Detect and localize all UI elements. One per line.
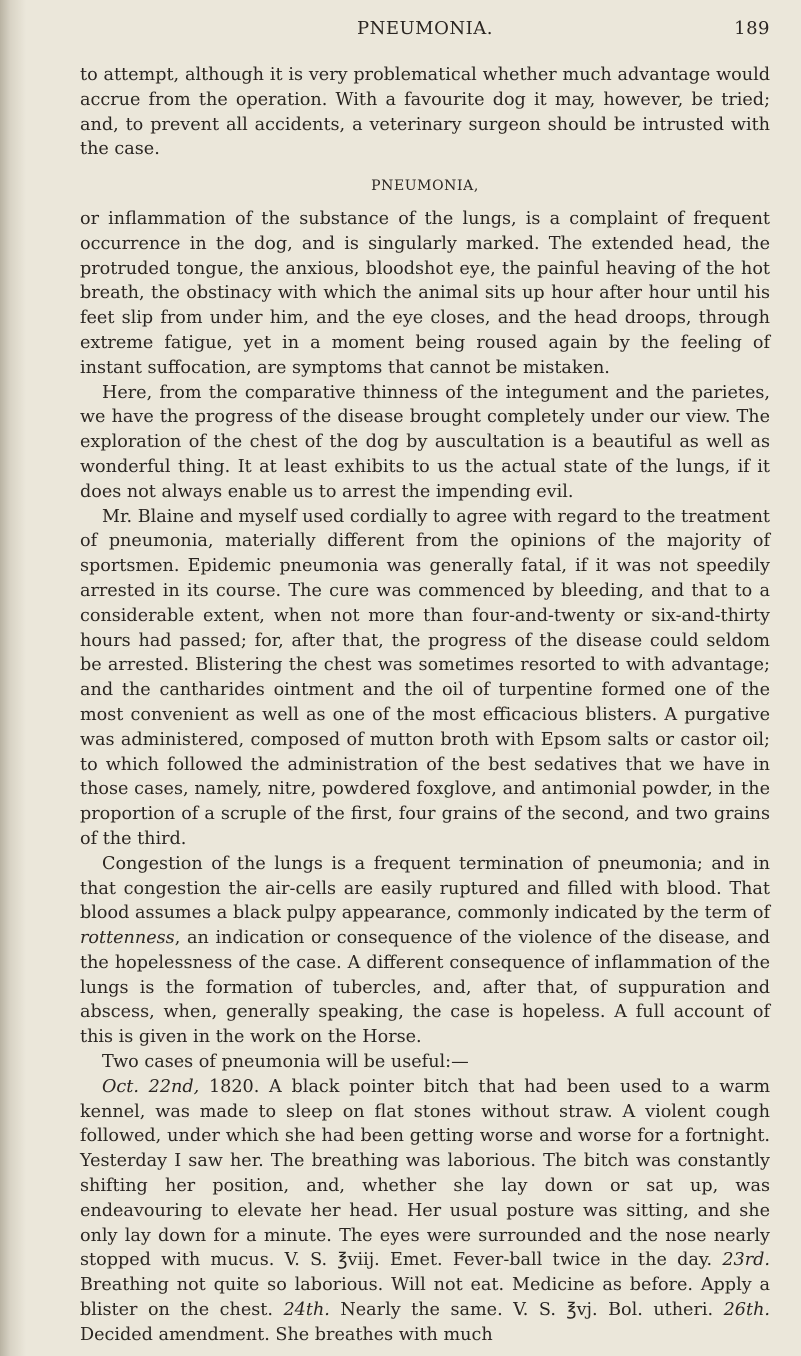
case-text: 1820. A black pointer bitch that had been used to a warm kennel, was made to sleep on flat stones without straw. A violent cough followed, under which she had been getting worse and worse for a fortnight. Yesterday I saw her. The breathing was laborious. The bitch was constantly shifting her position, and, whether she lay down or sat up, was endeavouring to elevate her head. Her usual posture was sitting, and she only lay down for a minute. The eyes were surrounded and the nose nearly stopped with mucus. V. S. ℥viij. Emet. Fever-ball twice in the day. bbox=[80, 1076, 771, 1271]
case-date: Oct. 22nd, bbox=[102, 1076, 200, 1097]
paragraph-continuation: to attempt, although it is very problematical whether much advantage would accrue from the operation. With a favourite dog it may, however, be tried; and, to prevent all accidents, a veterinary surgeon should be intrusted with the case. bbox=[80, 65, 770, 160]
paragraph-treatment: Mr. Blaine and myself used cordially to agree with regard to the treatment of pneumonia, materially different from the opinions of the majority of sportsmen. Epidemic pneumonia was generally fatal, if it was not speedily arrested in its course. The cure was commenced by bleeding, and that to a considerable extent, when not more than four-and-twenty or six-and-thirty hours had passed; for, after that, the progress of the disease could seldom be arrested. Blistering the chest was sometimes resorted to with advantage; and the cantharides ointment and the oil of turpentine formed one of the most convenient as well as one of the most efficacious blisters. A purgative was administered, composed of mutton broth with Epsom salts or castor oil; to which followed the administration of the best sedatives that we have in those cases, namely, nitre, powdered foxglove, and antimonial powder, in the proportion of a scruple of the first, four grains of the second, and two grains of the third. bbox=[80, 506, 770, 849]
page-number: 189 bbox=[734, 18, 770, 39]
congestion-term: rottenness bbox=[80, 928, 175, 949]
paragraph-pneumonia-definition: or inflammation of the substance of the lungs, is a complaint of frequent occurrence in the dog, and is singularly marked. The extended head, the protruded tongue, the anxious, bloodshot eye, the painful heaving of the hot breath, the obstinacy with which the animal sits up hour after hour until his feet slip from under him, and the eye closes, and the head droops, through extreme fatigue, yet in a moment being roused again by the feeling of instant suffocation, are symptoms that cannot be mistaken. bbox=[80, 208, 770, 378]
body-text bbox=[80, 63, 770, 1348]
case-date: 24th. bbox=[283, 1300, 330, 1321]
section-heading: PNEUMONIA, bbox=[371, 178, 479, 195]
paragraph-case-one bbox=[80, 1075, 770, 1348]
page-header bbox=[80, 18, 770, 48]
paragraph-auscultation: Here, from the comparative thinness of the integument and the parietes, we have the progress of the disease brought completely under our view. The exploration of the chest of the dog by auscultation is a beautiful as well as wonderful thing. It at least exhibits to us the actual state of the lungs, if it does not always enable us to arrest the impending evil. bbox=[80, 382, 770, 502]
congestion-text-a: Congestion of the lungs is a frequent termination of pneumonia; and in that congestion the air-cells are easily ruptured and filled with blood. That blood assumes a black pulpy appearance, commonly indicated by the term of bbox=[80, 853, 770, 924]
case-date: 23rd. bbox=[722, 1250, 770, 1271]
case-text: Nearly the same. V. S. ℥vj. Bol. utheri. bbox=[329, 1300, 724, 1321]
running-head: PNEUMONIA. bbox=[357, 18, 493, 39]
paragraph-congestion bbox=[80, 852, 770, 1050]
congestion-text-b: , an indication or consequence of the violence of the disease, and the hopelessness of the case. A different consequence of inflammation of the lungs is the formation of tubercles, and, after that, of suppuration and abscess, when, generally speaking, the case is hopeless. A full account of this is given in the work on the Horse. bbox=[80, 928, 770, 1048]
book-page bbox=[80, 18, 770, 1348]
case-text: Breathing not quite so laborious. Will not eat. Medicine as before. Apply a blister on the chest. bbox=[80, 1275, 770, 1321]
page-gutter-shadow bbox=[0, 0, 26, 1356]
paragraph-cases-intro: Two cases of pneumonia will be useful:— bbox=[102, 1052, 469, 1073]
case-text: Decided amendment. She breathes with much bbox=[80, 1324, 493, 1345]
case-date: 26th. bbox=[723, 1300, 770, 1321]
